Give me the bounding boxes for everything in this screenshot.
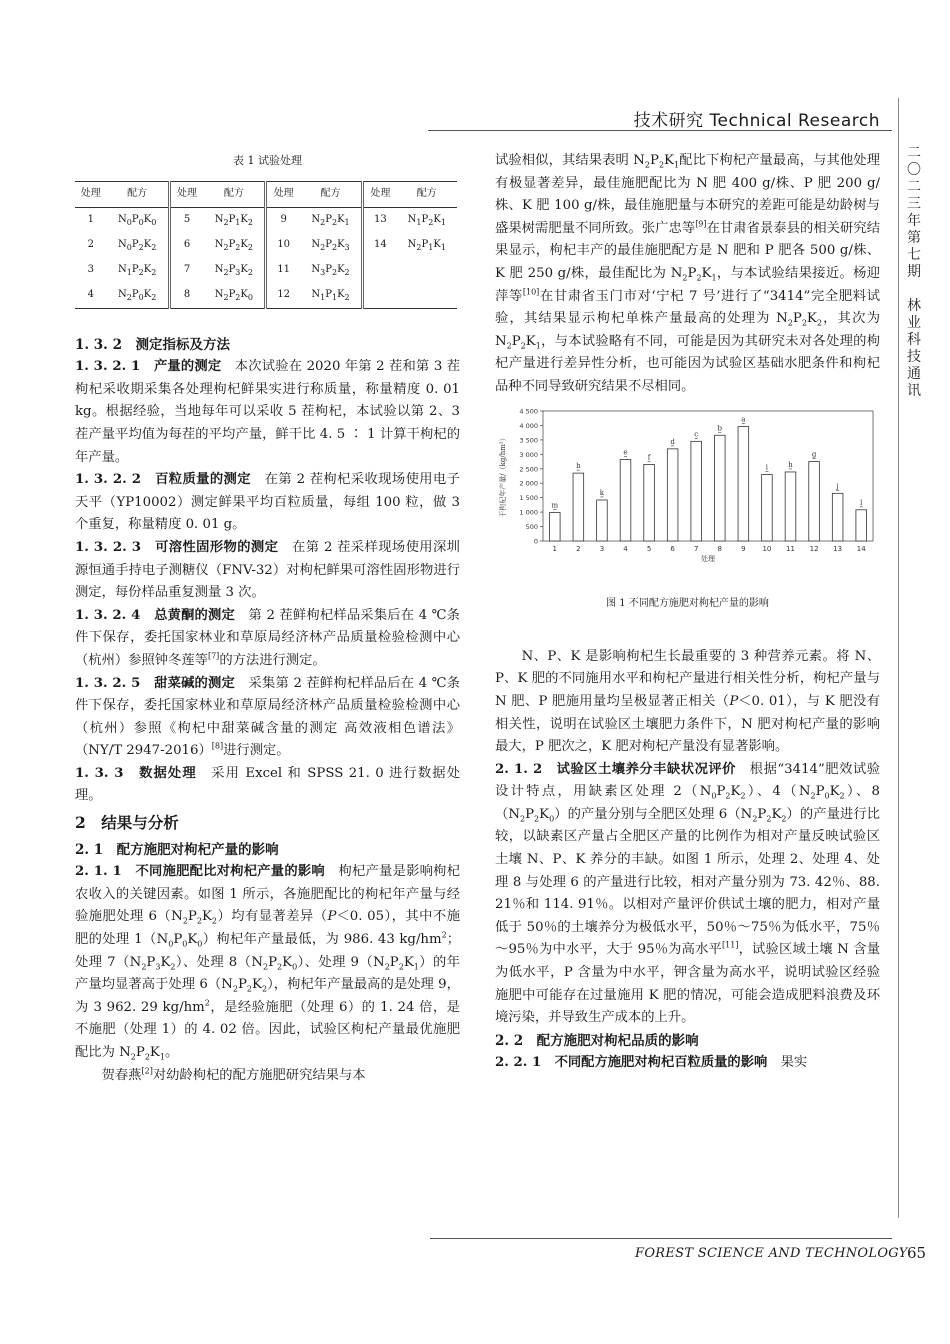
table-cell: $N_3P_2K_2$ — [300, 258, 363, 283]
table-cell: $N_2P_1K_2$ — [203, 207, 266, 233]
right-text-bottom — [495, 646, 880, 1075]
side-char: 年 — [907, 213, 921, 229]
table-cell: 9 — [280, 213, 287, 225]
table-cell: $N_2P_1K_1$ — [407, 238, 446, 252]
right-column — [495, 150, 880, 1075]
table-cell: $N_0P_2K_2$ — [107, 233, 170, 258]
table-cell: 7 — [183, 263, 191, 275]
table-cell: 2 — [87, 238, 94, 250]
significance-label: h — [576, 461, 581, 470]
bar — [856, 509, 867, 540]
paragraph: 2. 2. 1 不同配方施肥对枸杞百粒质量的影响 果实 — [495, 1055, 808, 1071]
bar — [620, 459, 631, 540]
table-header-cell: 处理 — [80, 187, 101, 199]
figure-1 — [495, 403, 880, 616]
table-cell: $N_2P_2K_2$ — [203, 233, 266, 258]
y-tick-label: 1 000 — [519, 508, 538, 517]
significance-label: e — [623, 448, 628, 457]
table-row — [75, 207, 457, 233]
paragraph: N、P、K 是影响枸杞生长最重要的 3 种营养元素。将 N、P、K 肥的不同施用水平和枸杞产量进行相关性分析，枸杞产量与 N 肥、P 肥施用量均呈极显著正相关（P＜0. 01），与 K 肥没有相关性，说明在试验区土壤肥力条件下，N 肥对枸杞产量的影响最大，P 肥次之，K 肥对枸杞产量没有显著影响。 — [495, 648, 880, 755]
side-char: 讯 — [907, 383, 921, 399]
side-char: 七 — [907, 247, 921, 263]
side-char: 〇 — [907, 162, 921, 178]
paragraph: 1. 3. 3 数据处理 采用 Excel 和 SPSS 21. 0 进行数据处理。 — [75, 765, 461, 804]
x-tick-label: 7 — [693, 544, 699, 553]
table-cell: 4 — [87, 288, 94, 300]
side-char: 第 — [907, 230, 921, 246]
significance-label: b — [717, 423, 723, 432]
table-cell: $N_0P_0K_0$ — [107, 207, 170, 233]
y-tick-label: 500 — [525, 522, 538, 531]
x-tick-label: 14 — [856, 544, 866, 553]
table-cell: $N_1P_1K_2$ — [300, 283, 363, 309]
table-header-cell: 配方 — [107, 181, 170, 207]
bar — [597, 500, 608, 541]
x-tick-label: 10 — [762, 544, 772, 553]
paragraph: 1. 3. 2. 5 甜菜碱的测定 采集第 2 茬鲜枸杞样品后在 4 ℃条件下保存，委托国家林业和草原局经济林产品质量检验检测中心（杭州）参照《枸杞中甜菜碱含量的测定 高效液相色谱法》（NY/T 2947-2016）[8]进行测定。 — [75, 675, 460, 759]
header-title: 技术研究 Technical Research — [633, 111, 880, 131]
x-tick-label: 11 — [786, 544, 795, 553]
side-char: 期 — [907, 264, 921, 280]
significance-label: h — [788, 460, 793, 469]
x-tick-label: 2 — [576, 544, 581, 553]
paragraph: 1. 3. 2 测定指标及方法 — [75, 336, 230, 353]
table-cell: $N_2P_2K_3$ — [300, 233, 363, 258]
table-cell: $N_2P_2K_1$ — [300, 207, 363, 233]
side-char: 二 — [907, 179, 921, 195]
table-cell — [363, 258, 397, 283]
table-cell — [397, 283, 457, 309]
significance-label: k — [599, 488, 605, 497]
table-cell — [397, 258, 457, 283]
side-char: 三 — [907, 196, 921, 212]
y-tick-label: 1 500 — [519, 493, 538, 502]
significance-label: m — [551, 501, 559, 510]
table-cell: 14 — [373, 238, 387, 250]
paragraph: 2. 1. 2 试验区土壤养分丰缺状况评价 根据“3414”肥效试验设计特点，用缺素区处理 $2(N_0P_2K_2)$、$4(N_2P_0K_2)$、$8(N_2P_2K_0)$的产量分别与全肥区处理 $6(N_2P_2K_2)$的产量进行比较，以缺素区产量占全肥区产量的比例作为相对产量反映试验区土壤 N、P、K 养分的丰缺。如图 1 所示，处理 2、处理 4、处理 8 与处理 6 的产量进行比较，相对产量分别为 73. 42％、88. 21％和 114. 91％。以相对产量评价供试土壤的肥力，相对产量低于 50％的土壤养分为极低水平，50％～75％为低水平，75％～95％为中水平，大于 95％为高水平[11]，试验区域土壤 N 含量为低水平，P 含量为中水平，钾含量为高水平，说明试验区经验施肥中可能存在过量施用 K 肥的情况，可能会造成肥料浪费及环境污染，并导致生产成本的上升。 — [495, 761, 881, 1026]
paragraph: 2. 2 配方施肥对枸杞品质的影响 — [495, 1032, 699, 1049]
x-tick-label: 13 — [833, 544, 843, 553]
table-cell: 1 — [87, 213, 94, 225]
paragraph: 2. 1. 1 不同施肥配比对枸杞产量的影响 枸杞产量是影响枸杞农收入的关键因素。如图 1 所示，各施肥配比的枸杞年产量与经验施肥处理 $6(N_2P_2K_2)$均有显著差异（P＜0. 05），其中不施肥的处理 $1(N_0P_0K_0)$枸杞年产量最低，为 986. 43 $kg/hm^2$；处理 $7(N_2P_3K_2)$、处理 $8(N_2P_2K_0)$、处理 $9(N_2P_2K_1)$的年产量均显著高于处理 $6(N_2P_2K_2)$，枸杞年产量最高的是处理 9，为 3 962. 29 $kg/hm^2$，是经验施肥（处理 6）的 1. 24 倍，是不施肥（处理 1）的 4. 02 倍。因此，试验区枸杞产量最优施肥配比为 $N_2P_2K_1$。 — [75, 864, 461, 1062]
side-char: 科 — [907, 332, 921, 348]
yield-bar-chart — [495, 403, 880, 583]
paragraph: 贺春燕[2]对幼龄枸杞的配方施肥研究结果与本 — [101, 1066, 366, 1083]
side-issue-label — [903, 145, 925, 400]
table-cell: $N_2P_0K_2$ — [107, 283, 170, 309]
y-tick-label: 2 500 — [519, 464, 538, 473]
table-header-cell: 处理 — [273, 187, 294, 199]
table-cell: 12 — [277, 288, 291, 300]
x-tick-label: 9 — [741, 544, 746, 553]
left-text — [75, 334, 460, 1088]
paragraph: 试验相似，其结果表明 $N_2P_2K_1$配比下枸杞产量最高，与其他处理有极显著差异，最佳施肥配比为 N 肥 400 g/株、P 肥 200 g/株、K 肥 100 g/株，最佳施肥量与本研究的差距可能是幼龄树与盛果树需肥量不同所致。张广忠等[9]在甘肃省景泰县的相关研究结果显示，枸杞丰产的最佳施肥配方是 N 肥和 P 肥各 500 g/株、K 肥 250 g/株，最佳配比为 $N_2P_2K_1$，与本试验结果接近。杨迎萍等[10]在甘肃省玉门市对‘宁杞 7 号’进行了“3414”完全肥料试验，其结果显示枸杞单株产量最高的处理为 $N_2P_2K_2$，其次为 $N_2P_2K_1$，与本试验略有不同，可能是因为其研究未对各处理的枸杞产量进行差异性分析，也可能因为试验区基础水肥条件和枸杞品种不同导致研究结果不尽相同。 — [495, 153, 881, 394]
x-tick-label: 12 — [809, 544, 819, 553]
paragraph: 1. 3. 2. 1 产量的测定 本次试验在 2020 年第 2 茬和第 3 茬枸杞采收期采集各处理枸杞鲜果实进行称质量，称量精度 0. 01 kg。根据经验，当地每年可以采收 5 茬枸杞，本试验以第 2、3 茬产量平均值为每茬的平均产量，鲜干比 4. 5 ∶ 1 计算干枸杞的年产量。 — [75, 359, 460, 465]
y-tick-label: 4 000 — [519, 421, 538, 430]
table-cell: 3 — [87, 263, 94, 275]
bar — [738, 426, 749, 540]
significance-label: j — [836, 481, 839, 490]
significance-label: l — [860, 498, 863, 507]
y-axis-label: 干枸杞年产量/（kg/hm²） — [499, 433, 507, 518]
paragraph: 2 结果与分析 — [75, 813, 179, 833]
figure-caption: 图 1 不同配方施肥对枸杞产量的影响 — [606, 598, 769, 610]
side-char: 通 — [907, 366, 921, 382]
y-tick-label: 3 000 — [519, 450, 538, 459]
treatment-table — [75, 181, 457, 309]
table-header-cell: 配方 — [416, 187, 437, 199]
table-header-cell: 配方 — [300, 181, 363, 207]
significance-label: g — [811, 450, 817, 459]
y-tick-label: 0 — [533, 537, 538, 546]
table-cell: $N_2P_3K_2$ — [203, 258, 266, 283]
x-tick-label: 8 — [717, 544, 723, 553]
table-cell: $N_1P_2K_2$ — [107, 258, 170, 283]
plot-frame — [543, 411, 873, 541]
table-header-cell: 处理 — [177, 187, 198, 199]
significance-label: c — [694, 429, 699, 438]
paragraph: 2. 1 配方施肥对枸杞产量的影响 — [75, 841, 279, 858]
paragraph: 1. 3. 2. 4 总黄酮的测定 第 2 茬鲜枸杞样品采集后在 4 ℃条件下保存，委托国家林业和草原局经济林产品质量检验检测中心（杭州）参照钟冬莲等[7]的方法进行测定。 — [75, 607, 460, 668]
table-cell: 10 — [277, 238, 291, 250]
left-column — [75, 150, 460, 1087]
side-char: 技 — [907, 349, 921, 365]
side-char — [903, 281, 925, 298]
table-header-cell: 配方 — [203, 181, 266, 207]
table-row — [75, 258, 457, 283]
table-cell: 6 — [183, 238, 191, 250]
footer-journal: FOREST SCIENCE AND TECHNOLOGY — [635, 1246, 908, 1261]
y-tick-label: 2 000 — [519, 479, 538, 488]
table-cell: $N_1P_2K_1$ — [407, 213, 446, 227]
table-body — [75, 207, 457, 308]
y-tick-label: 4 500 — [519, 407, 538, 416]
x-tick-label: 5 — [646, 544, 652, 553]
table-cell: $N_2P_2K_0$ — [203, 283, 266, 309]
side-rule — [898, 98, 899, 1218]
significance-label: a — [741, 415, 746, 424]
bar — [549, 512, 560, 540]
table-cell: 13 — [373, 213, 387, 225]
page-number: 65 — [907, 1244, 927, 1262]
bar — [573, 473, 584, 541]
x-tick-label: 4 — [623, 544, 628, 553]
table-cell: 11 — [277, 263, 291, 275]
paragraph: 1. 3. 2. 2 百粒质量的测定 在第 2 茬枸杞采收现场使用电子天平（YP10002）测定鲜果平均百粒质量，每组 100 粒，做 3 个重复，称量精度 0. 01 g。 — [75, 472, 460, 533]
bar — [644, 464, 655, 541]
table-cell: 5 — [183, 213, 191, 225]
right-text-top — [495, 150, 880, 399]
significance-label: f — [647, 452, 651, 461]
y-tick-label: 3 500 — [519, 435, 538, 444]
table-header-cell: 处理 — [370, 187, 391, 199]
x-tick-label: 6 — [670, 544, 675, 553]
bar — [785, 471, 796, 540]
x-tick-label: 1 — [552, 544, 558, 553]
table-cell — [363, 283, 397, 309]
table-header-row — [75, 181, 457, 207]
bar — [832, 493, 843, 541]
table-row — [75, 233, 457, 258]
bar — [714, 435, 725, 541]
x-tick-label: 3 — [599, 544, 605, 553]
table-caption: 表 1 试验处理 — [233, 154, 302, 167]
bar — [762, 474, 773, 540]
side-char: 业 — [907, 315, 921, 331]
paragraph: 1. 3. 2. 3 可溶性固形物的测定 在第 2 茬采样现场使用深圳源恒通手持电子测糖仪（FNV-32）对枸杞鲜果可溶性固形物进行测定，每份样品重复测量 3 次。 — [75, 539, 460, 601]
header-rule — [428, 130, 892, 131]
significance-label: d — [670, 437, 675, 446]
side-char: 林 — [907, 298, 921, 314]
x-axis-label: 处理 — [701, 554, 715, 563]
table-cell: 8 — [183, 288, 191, 300]
bar — [667, 448, 678, 540]
bar — [809, 461, 820, 540]
significance-label: i — [765, 463, 769, 472]
side-char: 二 — [907, 145, 921, 161]
footer-rule — [430, 1238, 892, 1239]
table-row — [75, 283, 457, 309]
bar — [691, 441, 702, 541]
